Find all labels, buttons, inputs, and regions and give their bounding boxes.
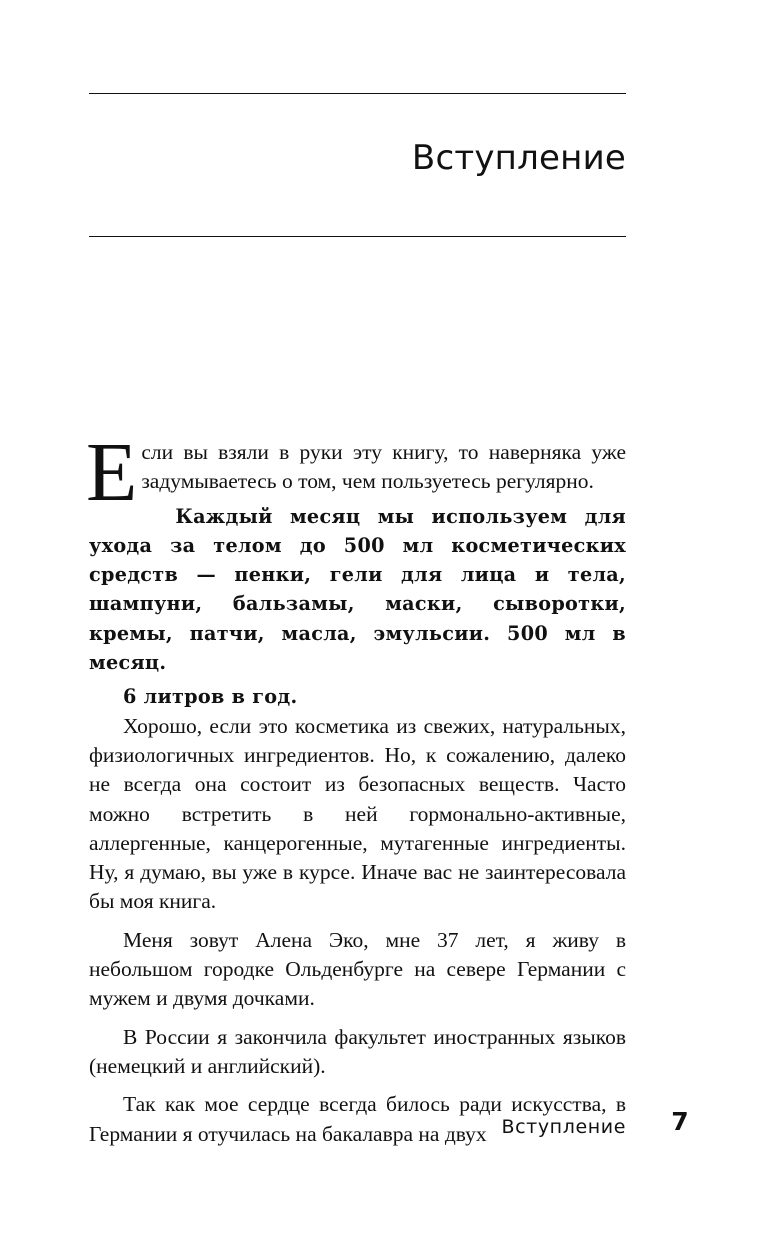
paragraph-5: Меня зовут Алена Эко, мне 37 лет, я живу в небольшом городке Ольденбурге на севере Германии с мужем и двумя дочками. [89, 927, 626, 1011]
paragraph-6: В России я закончила факультет иностранных языков (немецкий и английский). [89, 1024, 626, 1078]
paragraph-7: Так как мое сердце всегда билось ради искусства, в Германии я отучилась на бакалавра на двух [89, 1092, 626, 1146]
top-rule [89, 93, 626, 94]
paragraph-1-text: сли вы взяли в руки эту книгу, то наверняка уже задумываетесь о том, чем пользуетесь регулярно. [141, 440, 626, 494]
drop-cap: Е [86, 426, 138, 519]
page-number: 7 [671, 1107, 689, 1136]
chapter-title: Вступление [411, 138, 626, 178]
paragraph-2-bold: Каждый месяц мы используем для ухода за телом до 500 мл косметических средств — пенки, гели для лица и тела, шампуни, бальзамы, маски, сыворотки, кремы, патчи, масла, эмульсии. 500 мл в месяц. [89, 504, 626, 675]
running-footer-title: Вступление [501, 1116, 626, 1138]
paragraph-1 [86, 426, 626, 519]
bottom-rule [89, 236, 626, 237]
body-text [86, 426, 626, 1149]
paragraph-3-bold: 6 литров в год. [123, 685, 298, 709]
paragraph-4: Хорошо, если это косметика из свежих, натуральных, физиологичных ингредиентов. Но, к сожалению, далеко не всегда она состоит из безопасных веществ. Часто можно встретить в ней гормонально-активные, аллергенные, канцерогенные, мутагенные ингредиенты. Ну, я думаю, вы уже в курсе. Иначе вас не заинтересовала бы моя книга. [89, 713, 626, 914]
